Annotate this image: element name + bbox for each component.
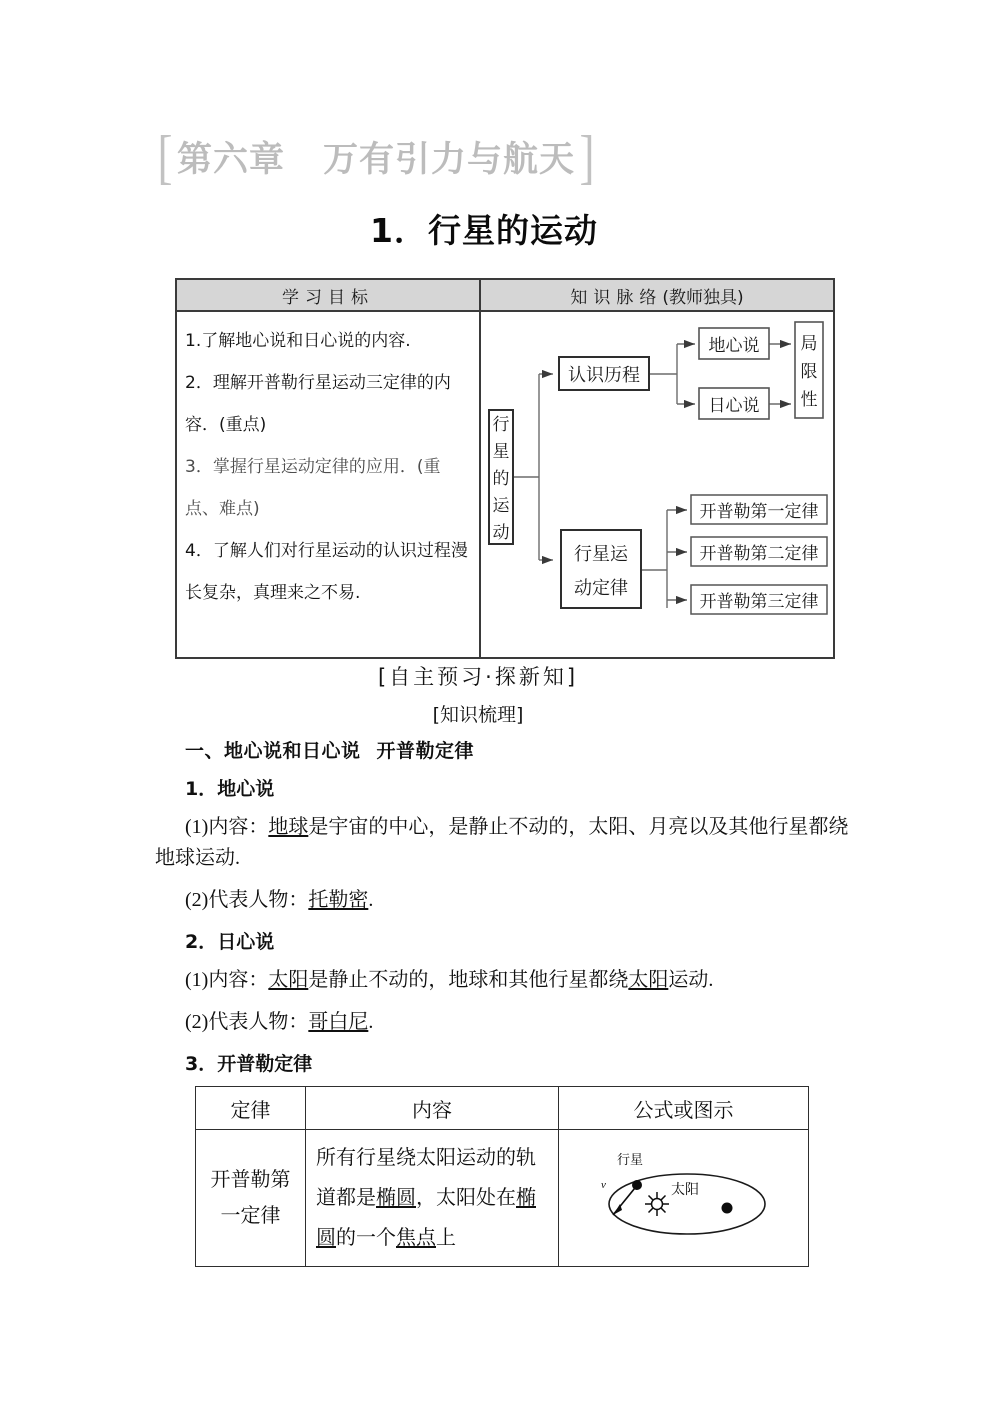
explore-section-label (0, 661, 978, 691)
heading-section-1-b: 开普勒定律 (376, 740, 475, 762)
key-term-earth: 地球 (268, 816, 309, 838)
velocity-label: v (601, 1179, 606, 1191)
cell-law-content (306, 1130, 559, 1267)
label-content-2: (1)内容： (185, 969, 269, 991)
svg-text:动定律: 动定律 (574, 578, 628, 599)
svg-text:的: 的 (492, 469, 510, 489)
sun-label: 太阳 (671, 1182, 699, 1198)
bracket-left-icon: [ (157, 124, 173, 190)
objective-item-4: 4．了解人们对行星运动的认识过程漫长复杂，真理来之不易. (185, 541, 468, 603)
body-content (155, 736, 865, 1087)
subheading-geocentric: 1．地心说 (185, 778, 275, 800)
table-row (196, 1130, 809, 1267)
page-title: 1．行星的运动 (370, 211, 598, 250)
cell-orbit-figure (559, 1130, 809, 1267)
text-person-1: . (368, 889, 374, 911)
column-header-formula: 公式或图示 (559, 1087, 809, 1130)
svg-text:开普勒第二定律: 开普勒第二定律 (699, 544, 819, 564)
svg-text:开普勒第一定律: 开普勒第一定律 (699, 502, 819, 522)
kmap-node-history (559, 357, 649, 390)
planet-label: 行星 (617, 1153, 644, 1168)
svg-text:地心说: 地心说 (708, 336, 760, 356)
objective-item-3: 3．掌握行星运动定律的应用．(重点、难点) (185, 457, 441, 519)
law-name-line-2: 一定律 (220, 1205, 281, 1227)
knowledge-map-subtitle: (教师独具) (662, 287, 744, 308)
second-focus-dot (722, 1203, 733, 1214)
law-content-mid2: 的一个 (336, 1227, 396, 1249)
key-term-ptolemy: 托勒密 (308, 889, 369, 911)
review-section-label (0, 700, 978, 727)
column-header-law: 定律 (196, 1087, 306, 1130)
learning-objectives-list (177, 312, 479, 614)
column-header-content: 内容 (306, 1087, 559, 1130)
law-content-post: 上 (436, 1227, 456, 1249)
sun-starburst-icon (645, 1192, 669, 1216)
law-content-mid: ，太阳处在 (416, 1187, 516, 1209)
svg-text:行星运: 行星运 (574, 544, 628, 565)
svg-text:认识历程: 认识历程 (568, 365, 640, 386)
svg-text:日心说: 日心说 (708, 396, 760, 416)
key-term-focus: 焦点 (396, 1227, 436, 1249)
knowledge-map-column (481, 280, 833, 657)
cell-law-name (196, 1130, 306, 1267)
knowledge-map-header (481, 280, 833, 312)
objective-item-1: 1.了解地心说和日心说的内容. (185, 331, 411, 351)
learning-objectives-title: 学习目标 (282, 287, 374, 308)
knowledge-map-title: 知识脉络 (570, 287, 663, 308)
key-term-ellipse-2: 椭圆 (316, 1187, 536, 1249)
velocity-arrow-icon (613, 1183, 639, 1215)
label-content-1: (1)内容： (185, 816, 269, 838)
text-content-2-mid: 是静止不动的，地球和其他行星都绕 (308, 969, 629, 991)
bracket-right-icon: ] (579, 124, 595, 190)
key-term-ellipse-1: 椭圆 (376, 1187, 416, 1209)
paragraph-heliocentric-person (155, 1007, 865, 1038)
law-content-pre: 所有行星绕太阳运动的轨道都是 (316, 1147, 536, 1209)
kmap-node-laws (561, 530, 641, 608)
explore-section-text: [自主预习·探新知] (377, 665, 579, 689)
ellipse-orbit-diagram (581, 1142, 786, 1254)
label-person-1: (2)代表人物： (185, 889, 309, 911)
chapter-number: 第六章 (176, 140, 285, 180)
text-content-2-post: 运动. (668, 969, 714, 991)
heading-section-1 (185, 736, 865, 763)
svg-text:动: 动 (492, 523, 510, 543)
key-term-sun-2: 太阳 (628, 969, 669, 991)
paragraph-geocentric-person (155, 885, 865, 916)
review-section-text: [知识梳理] (432, 704, 524, 726)
objective-item-2: 2．理解开普勒行星运动三定律的内容．(重点) (185, 373, 451, 435)
table-header-row (196, 1087, 809, 1130)
svg-text:开普勒第三定律: 开普勒第三定律 (699, 592, 819, 612)
kmap-node-law-2 (691, 537, 827, 566)
svg-text:限: 限 (800, 362, 818, 382)
kmap-node-law-1 (691, 495, 827, 524)
label-person-2: (2)代表人物： (185, 1011, 309, 1033)
kmap-node-root (489, 410, 513, 544)
chapter-header (155, 126, 675, 188)
svg-text:性: 性 (800, 390, 818, 410)
svg-text:星: 星 (492, 442, 510, 462)
key-term-sun-1: 太阳 (268, 969, 309, 991)
text-person-2: . (368, 1011, 374, 1033)
paragraph-heliocentric-content (155, 965, 865, 996)
svg-text:运: 运 (492, 496, 510, 516)
text-content-1: 是宇宙的中心，是静止不动的，太阳、月亮以及其他行星都绕地球运动. (155, 816, 849, 869)
learning-objectives-column (177, 280, 481, 657)
law-name-line-1: 开普勒第 (210, 1169, 291, 1191)
key-term-copernicus: 哥白尼 (308, 1011, 369, 1033)
kmap-node-limitation (795, 322, 823, 418)
subheading-kepler-laws: 3．开普勒定律 (185, 1053, 313, 1075)
learning-objectives-header (177, 280, 479, 312)
heading-section-1-a: 一、地心说和日心说 (185, 740, 361, 762)
kmap-node-geocentric (699, 328, 769, 359)
paragraph-geocentric-content (155, 812, 865, 874)
subheading-heliocentric: 2．日心说 (185, 931, 275, 953)
kmap-node-heliocentric (699, 388, 769, 419)
chapter-name: 万有引力与航天 (323, 140, 576, 180)
knowledge-map-diagram (481, 312, 835, 659)
kepler-laws-table (195, 1086, 809, 1267)
svg-text:行: 行 (492, 415, 510, 435)
svg-text:局: 局 (800, 334, 818, 354)
kmap-node-law-3 (691, 585, 827, 614)
objectives-and-map-box (175, 278, 835, 659)
